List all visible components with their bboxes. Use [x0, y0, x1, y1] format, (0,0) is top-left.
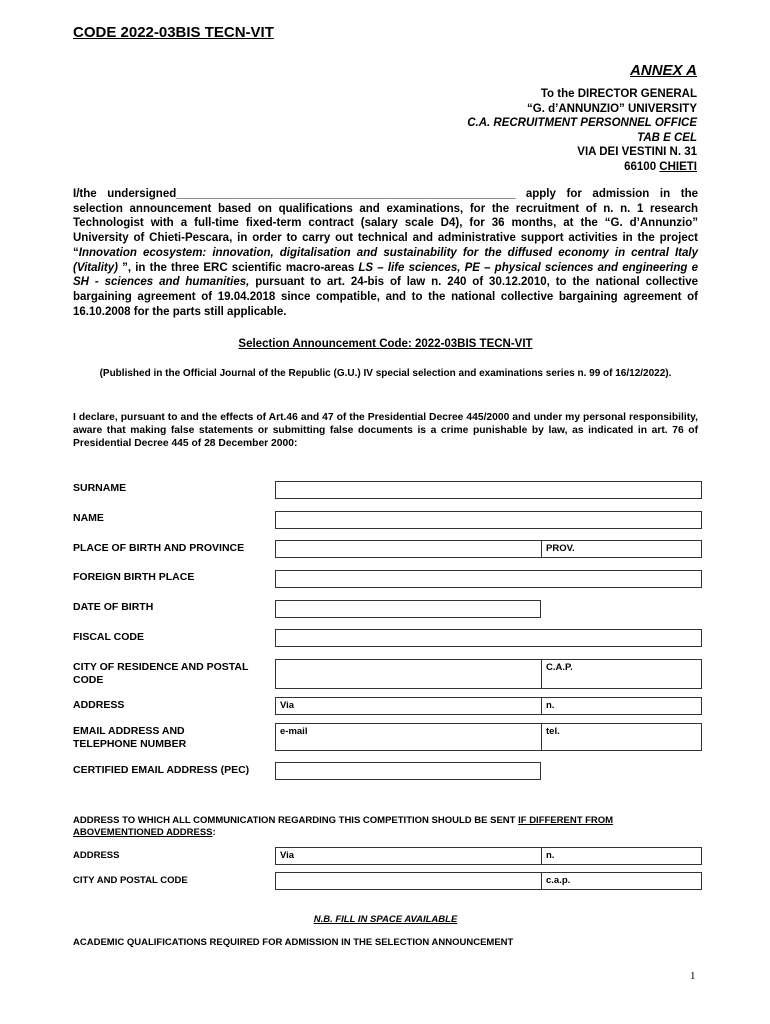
email-label: e-mail: [280, 726, 308, 737]
communication-colon: :: [212, 827, 216, 838]
pec-field[interactable]: [275, 762, 541, 780]
foreign-birth-field[interactable]: [275, 570, 702, 588]
city-residence-label: [73, 661, 248, 687]
comm-street-number-label: n.: [546, 850, 555, 861]
academic-qualifications-heading: ACADEMIC QUALIFICATIONS REQUIRED FOR ADMISSION IN THE SELECTION ANNOUNCEMENT: [73, 937, 514, 948]
postal-code-text: 66100: [624, 160, 660, 173]
city-residence-label-line-1: CITY OF RESIDENCE AND POSTAL: [73, 661, 249, 673]
date-of-birth-label: DATE OF BIRTH: [73, 601, 154, 613]
city-residence-field[interactable]: [275, 659, 702, 689]
province-label: PROV.: [546, 543, 575, 554]
field-divider: [541, 541, 542, 557]
name-label: NAME: [73, 512, 104, 524]
place-of-birth-field[interactable]: [275, 540, 702, 558]
comm-via-label: Via: [280, 850, 295, 861]
email-phone-label-line-2: TELEPHONE NUMBER: [73, 738, 187, 750]
email-phone-label: [73, 725, 186, 751]
field-divider: [541, 698, 542, 714]
fill-in-note: N.B. FILL IN SPACE AVAILABLE: [313, 914, 458, 925]
page-number: 1: [690, 970, 696, 982]
pec-label: CERTIFIED EMAIL ADDRESS (PEC): [73, 764, 250, 776]
selection-code: Selection Announcement Code: 2022-03BIS TECN-VIT: [238, 338, 533, 350]
field-divider: [541, 873, 542, 889]
via-label: Via: [280, 700, 295, 711]
annex-title: ANNEX A: [630, 62, 697, 79]
application-text-3: pursuant to art. 24-bis of law n. 240 of 30.12.2010, to the national collective bargaining agreement of 19.04.2018 since compatible, and to the national collective bargaining agreement of 16.10.2008 for the parts still applicable.: [73, 276, 698, 318]
comm-city-field[interactable]: [275, 872, 702, 890]
application-paragraph: [73, 187, 698, 319]
address-field[interactable]: [275, 697, 702, 715]
addressee-line-5: VIA DEI VESTINI N. 31: [577, 146, 697, 159]
place-of-birth-label: PLACE OF BIRTH AND PROVINCE: [73, 542, 245, 554]
declaration-paragraph: I declare, pursuant to and the effects of Art.46 and 47 of the Presidential Decree 445/2000 and under my personal responsibility, aware that making false statements or submitting false documents is a crime punishable by law, as indicated in art. 76 of Presidential Decree 445 of 28 December 2000:: [73, 412, 698, 449]
field-divider: [541, 724, 542, 750]
fiscal-code-label: FISCAL CODE: [73, 631, 144, 643]
telephone-label: tel.: [546, 726, 560, 737]
publication-note: (Published in the Official Journal of the Republic (G.U.) IV special selection and examinations series n. 99 of 16/12/2022).: [99, 368, 672, 379]
field-divider: [541, 660, 542, 688]
fiscal-code-field[interactable]: [275, 629, 702, 647]
city-text: CHIETI: [659, 160, 697, 173]
city-residence-label-line-2: CODE: [73, 674, 104, 686]
email-phone-label-line-1: EMAIL ADDRESS AND: [73, 725, 185, 737]
addressee-line-1: To the DIRECTOR GENERAL: [540, 88, 697, 100]
addressee-line-3: C.A. RECRUITMENT PERSONNEL OFFICE: [467, 117, 697, 130]
comm-address-field[interactable]: [275, 847, 702, 865]
comm-city-label: CITY AND POSTAL CODE: [73, 875, 188, 886]
foreign-birth-label: FOREIGN BIRTH PLACE: [73, 571, 195, 583]
communication-heading: [73, 815, 698, 839]
field-divider: [541, 848, 542, 864]
street-number-label: n.: [546, 700, 555, 711]
addressee-line-6: [467, 160, 697, 175]
surname-label: SURNAME: [73, 482, 127, 494]
cap-label: C.A.P.: [546, 662, 573, 673]
name-field[interactable]: [275, 511, 702, 529]
comm-cap-label: c.a.p.: [546, 875, 571, 886]
communication-emphasis: IF DIFFERENT FROM ABOVEMENTIONED ADDRESS: [73, 815, 614, 838]
addressee-line-2: “G. d’ANNUNZIO” UNIVERSITY: [527, 102, 697, 115]
application-text-1: I/the undersigned_____________________________________________________ apply for admission in the selection announcement based on qualifications and examinations, for the recruitment of n. n. 1 research Technologist with a full-time fixed-term contract (salary scale D4), for 36 months, at the “G. d’Annunzio” University of Chieti-Pescara, in order to carry out technical and administrative support activities in the project “: [73, 188, 698, 259]
address-label: ADDRESS: [73, 699, 125, 711]
addressee-line-4: TAB E CEL: [637, 131, 697, 144]
document-code-title: CODE 2022-03BIS TECN-VIT: [73, 24, 274, 41]
comm-address-label: ADDRESS: [73, 850, 120, 861]
erc-areas: LS – life sciences, PE – physical sciences and engineering e SH - sciences and humanities,: [73, 261, 698, 289]
communication-text: ADDRESS TO WHICH ALL COMMUNICATION REGARDING THIS COMPETITION SHOULD BE SENT: [73, 815, 519, 826]
date-of-birth-field[interactable]: [275, 600, 541, 618]
surname-field[interactable]: [275, 481, 702, 499]
project-title: Innovation ecosystem: innovation, digitalisation and sustainability for the diffused economy in central Italy (Vitality): [73, 246, 698, 274]
application-text-2: ”, in the three ERC scientific macro-areas: [117, 261, 359, 274]
addressee-block: [467, 87, 697, 175]
email-phone-field[interactable]: [275, 723, 702, 751]
